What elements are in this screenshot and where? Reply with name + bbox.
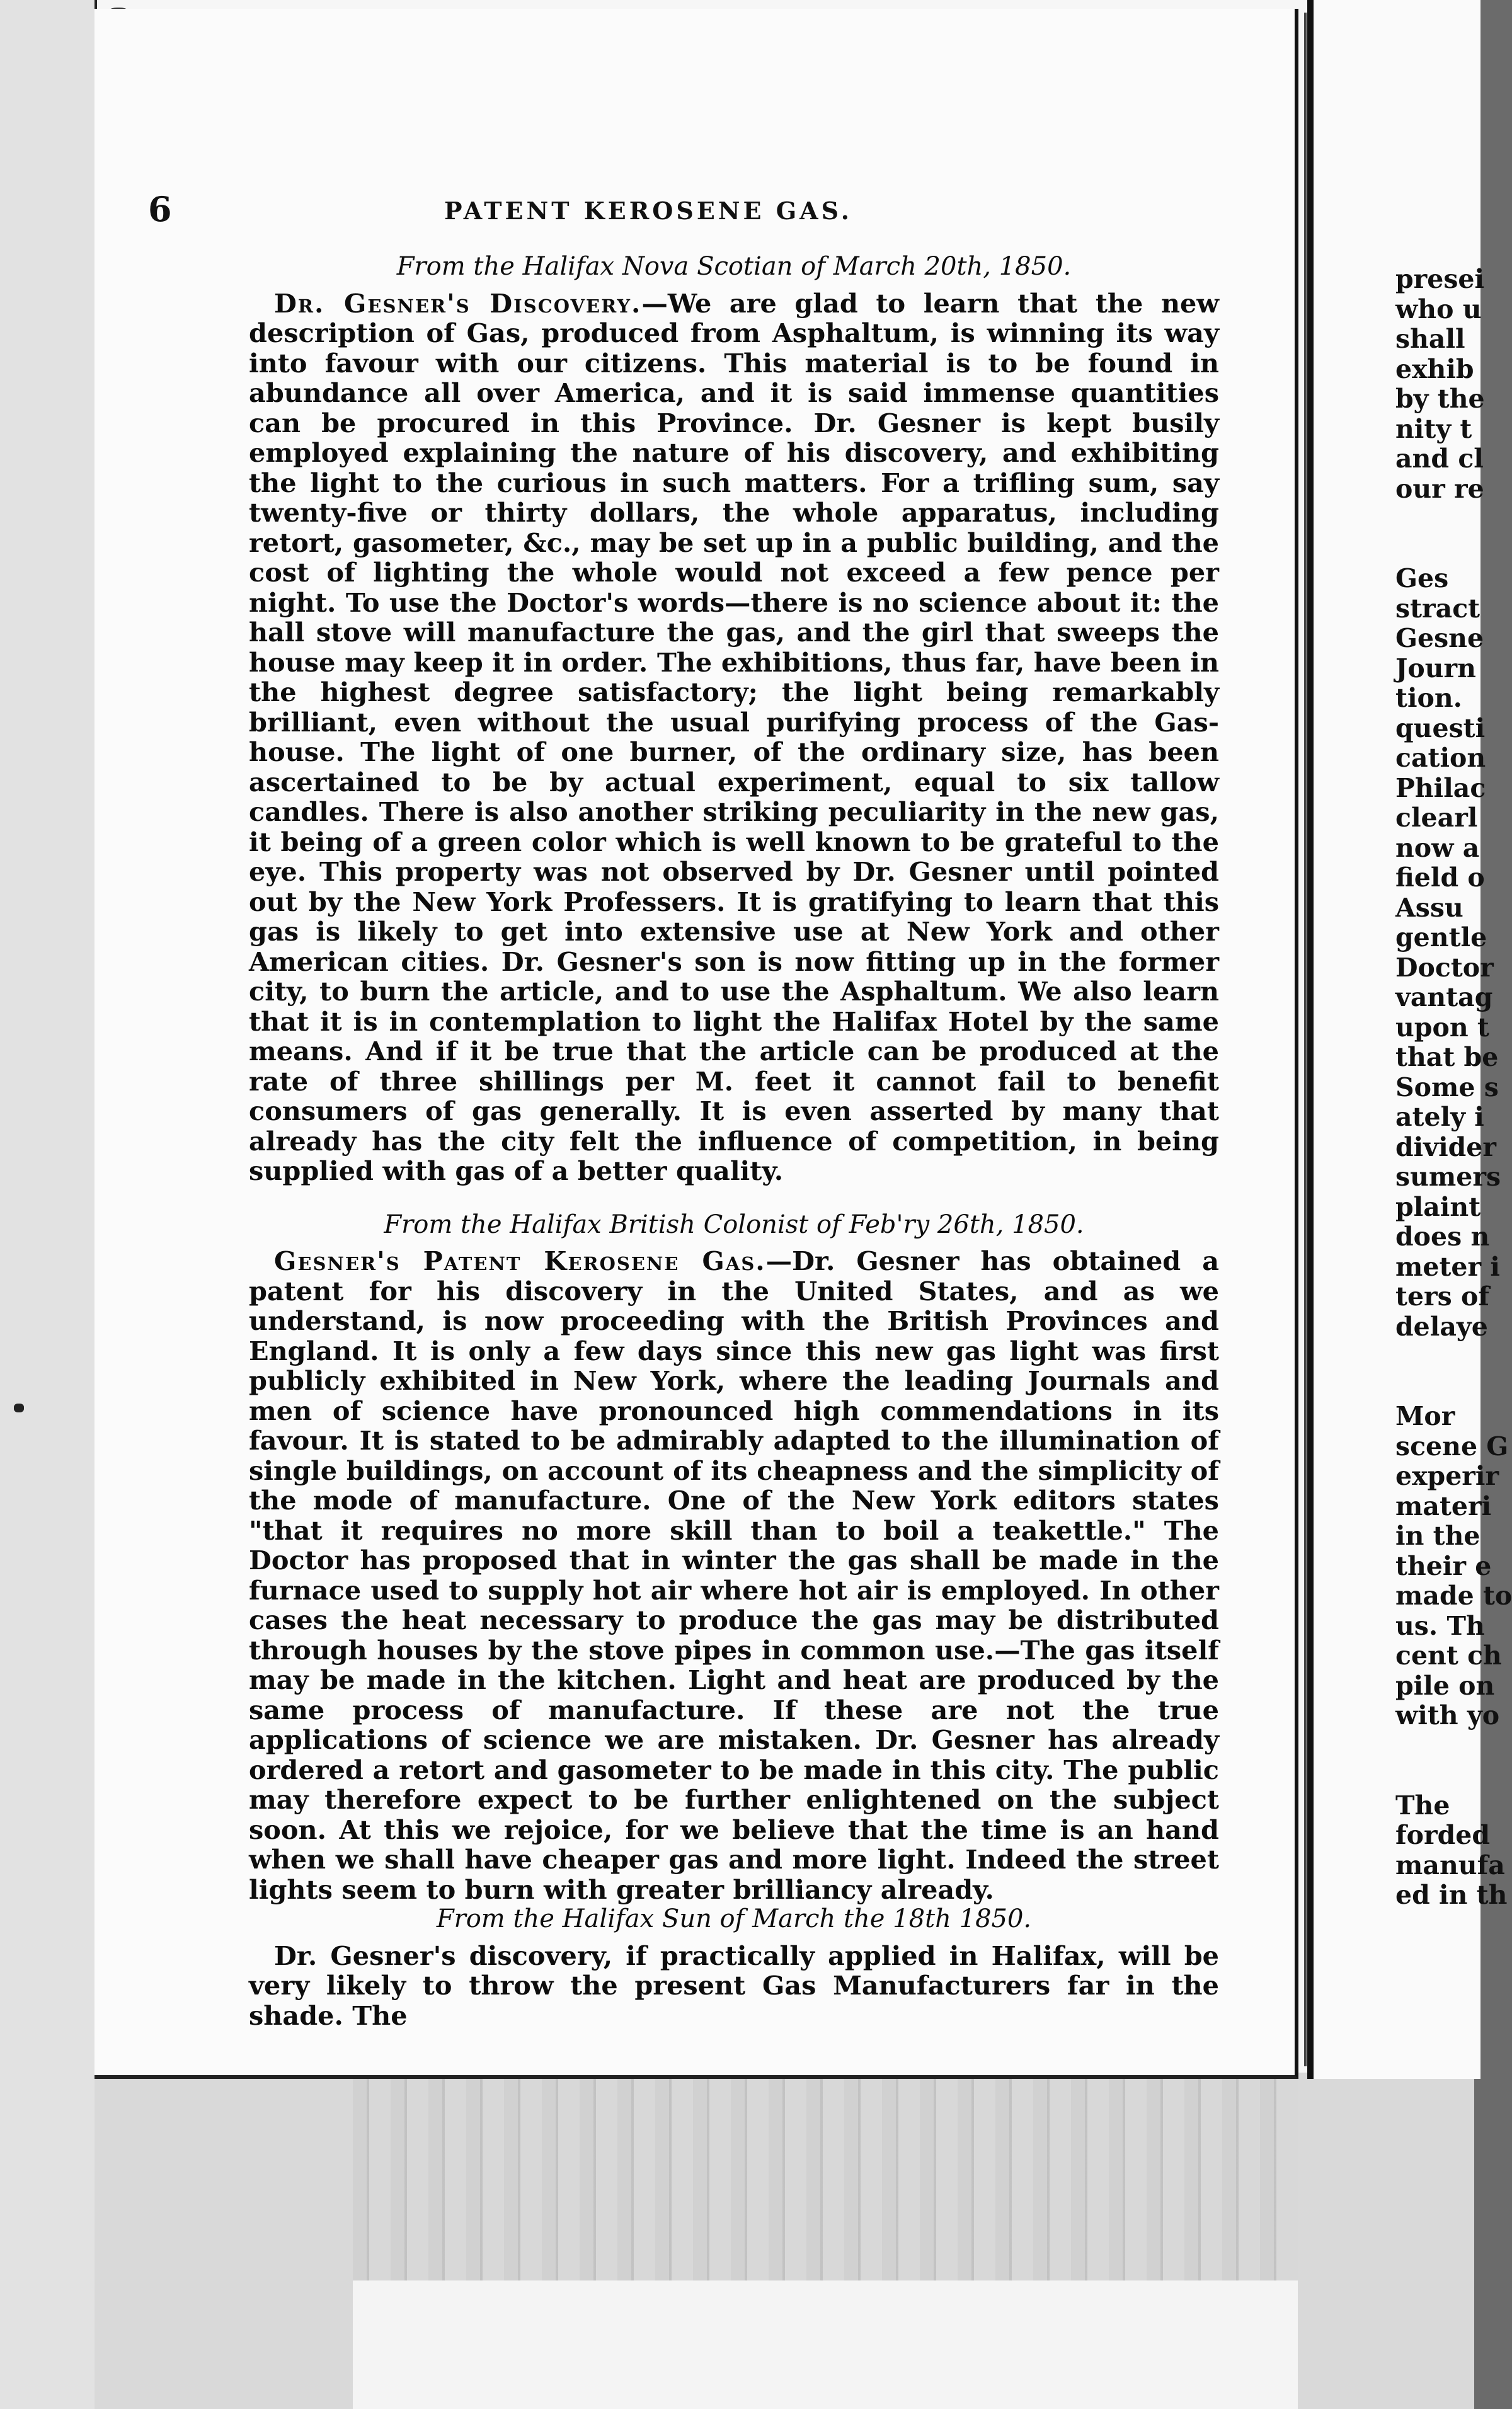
facing-page-line: Ges	[1395, 563, 1449, 593]
article-source: From the Halifax British Colonist of Feb'ry 26th, 1850.	[384, 1210, 1084, 1239]
facing-page-line: ed in th	[1395, 1880, 1508, 1910]
article-heading: Dr. Gesner's Discovery.	[274, 287, 642, 319]
scan-bottom-paper	[353, 2280, 1298, 2409]
article-heading: Gesner's Patent Kerosene Gas.	[274, 1245, 766, 1276]
facing-page-line: Philac	[1395, 772, 1486, 803]
facing-page-line: shall	[1395, 324, 1465, 354]
article-source: From the Halifax Nova Scotian of March 20th, 1850.	[396, 252, 1072, 281]
facing-page-line	[1395, 534, 1474, 564]
facing-page-line: gentle	[1395, 922, 1487, 953]
facing-page-line: ters of	[1395, 1281, 1489, 1312]
facing-page-line: Mor	[1395, 1401, 1455, 1431]
facing-page-line: Journ	[1395, 653, 1476, 684]
facing-page-line: field o	[1395, 862, 1485, 893]
facing-page-line: meter i	[1395, 1251, 1500, 1282]
facing-page-line: exhib	[1395, 353, 1474, 384]
facing-page-line: does n	[1395, 1222, 1490, 1252]
facing-page-line: materi	[1395, 1491, 1492, 1521]
facing-page-line: who u	[1395, 294, 1482, 324]
running-head	[148, 189, 1232, 239]
facing-page-line: experir	[1395, 1461, 1499, 1491]
facing-page-line: presei	[1395, 264, 1485, 294]
facing-page-line: vantag	[1395, 982, 1493, 1012]
facing-page-line: with yo	[1395, 1700, 1500, 1731]
facing-page-line: in the	[1395, 1521, 1480, 1551]
facing-page-line: scene G	[1395, 1431, 1509, 1462]
facing-page-line: and cl	[1395, 443, 1484, 474]
facing-page-line: now a	[1395, 832, 1480, 863]
facing-page-line: ately i	[1395, 1102, 1484, 1132]
facing-page-line	[1395, 1372, 1474, 1402]
facing-page-line: Gesne	[1395, 623, 1484, 653]
facing-page-line: by the	[1395, 384, 1485, 414]
facing-page-line: cent ch	[1395, 1640, 1502, 1671]
facing-page-line: Some s	[1395, 1072, 1499, 1102]
facing-page-line: divider	[1395, 1131, 1496, 1162]
facing-page-line: The	[1395, 1790, 1450, 1821]
facing-page-line: delaye	[1395, 1311, 1488, 1342]
facing-page-line: questi	[1395, 712, 1486, 743]
facing-page-line: their e	[1395, 1550, 1492, 1581]
facing-page-line: our re	[1395, 473, 1484, 504]
article-body: —Dr. Gesner has obtained a patent for his discovery in the United States, and as we understand, is now proceeding with the British Provinces and England. It is only a few days since this new gas light was first publicly exhibited in New York, where the leading Journals and men of science have pronounced high commendations in its favour. It is stated to be admirably adapted to the illumination of single buildings, on account of its cheapness and the simplicity of the mode of manufacture. One of the New York editors states "that it requires no more skill than to boil a teakettle." The Doctor has proposed that in winter the gas shall be made in the furnace used to supply hot air where hot air is employed. In other cases the heat necessary to produce the gas may be distributed through houses by the stove pipes in common use.—The gas itself may be made in the kitchen. Light and heat are produced by the same process of manufacture. If these are not the true applications of science we are mistaken. Dr. Gesner has already ordered a retort and gasometer to be made in this city. The public may therefore expect to be further enlightened on the subject soon. At this we rejoice, for we believe that the time is an hand when we shall have cheaper gas and more light. Indeed the street lights seem to burn with greater brilliancy already.	[249, 1245, 1220, 1905]
facing-page-line: made to	[1395, 1581, 1512, 1611]
article-source: From the Halifax Sun of March the 18th 1850.	[436, 1904, 1032, 1933]
facing-page-line: upon t	[1395, 1012, 1489, 1043]
article-paragraph	[249, 289, 1219, 1186]
facing-page-line: stract	[1395, 593, 1480, 624]
facing-page-line: forded	[1395, 1820, 1491, 1850]
main-text-column	[249, 252, 1219, 2030]
facing-page-line: plaint	[1395, 1191, 1481, 1222]
facing-page-line	[1395, 1342, 1474, 1372]
facing-page-line: manufa	[1395, 1850, 1505, 1880]
facing-page-line: Doctor	[1395, 952, 1494, 983]
article-body: —We are glad to learn that the new description of Gas, produced from Asphaltum, is winning its way into favour with our citizens. This material is to be found in abundance all over America, and it is said immense quantities can be procured in this Province. Dr. Gesner is kept busily employed explaining the nature of his discovery, and exhibiting the light to the curious in such matters. For a trifling sum, say twenty-five or thirty dollars, the whole apparatus, including retort, gasometer, &c., may be set up in a public building, and the cost of lighting the whole would not exceed a few pence per night. To use the Doctor's words—there is no science about it: the hall stove will manufacture the gas, and the girl that sweeps the house may keep it in order. The exhibitions, thus far, have been in the highest degree satisfactory; the light being remarkably brilliant, even without the usual purifying process of the Gas-house. The light of one burner, of the ordinary size, has been ascertained to be by actual experiment, equal to six tallow candles. There is also another striking peculiarity in the new gas, it being of a green color which is well known to be grateful to the eye. This property was not observed by Dr. Gesner until pointed out by the New York Professers. It is gratifying to learn that this gas is likely to get into extensive use at New York and other American cities. Dr. Gesner's son is now fitting up in the former city, to burn the article, and to use the Asphaltum. We also learn that it is in contemplation to light the Halifax Hotel by the same means. And if it be true that the article can be produced at the rate of three shillings per M. feet it cannot fail to benefit consumers of gas generally. It is even asserted by many that already has the city felt the influence of competition, in being supplied with gas of a better quality.	[249, 287, 1219, 1186]
page-number: 6	[148, 189, 172, 229]
gutter-line	[1304, 13, 1307, 2066]
facing-page-text	[1395, 264, 1512, 1911]
facing-page-line: that be	[1395, 1042, 1499, 1072]
facing-page-line: cation	[1395, 743, 1486, 773]
facing-page-line: us. Th	[1395, 1610, 1485, 1641]
facing-page-line: sumers	[1395, 1162, 1501, 1192]
facing-page-line: pile on	[1395, 1670, 1495, 1701]
ink-spot-icon	[14, 1404, 24, 1412]
facing-page-line: Assu	[1395, 892, 1463, 923]
facing-page-line	[1395, 504, 1474, 534]
running-head-title: PATENT KEROSENE GAS.	[444, 197, 852, 225]
facing-page-line: tion.	[1395, 683, 1462, 713]
facing-page-line: nity t	[1395, 413, 1472, 444]
facing-page-line	[1395, 1761, 1474, 1791]
scan-left-margin	[0, 0, 97, 2409]
article-paragraph	[249, 1941, 1219, 2031]
article-paragraph	[249, 1246, 1219, 1904]
facing-page-line: clearl	[1395, 803, 1478, 833]
facing-page-line	[1395, 1731, 1474, 1761]
article-body: Dr. Gesner's discovery, if practically applied in Halifax, will be very likely to throw the present Gas Manufacturers far in the shade. The	[249, 1940, 1219, 2031]
